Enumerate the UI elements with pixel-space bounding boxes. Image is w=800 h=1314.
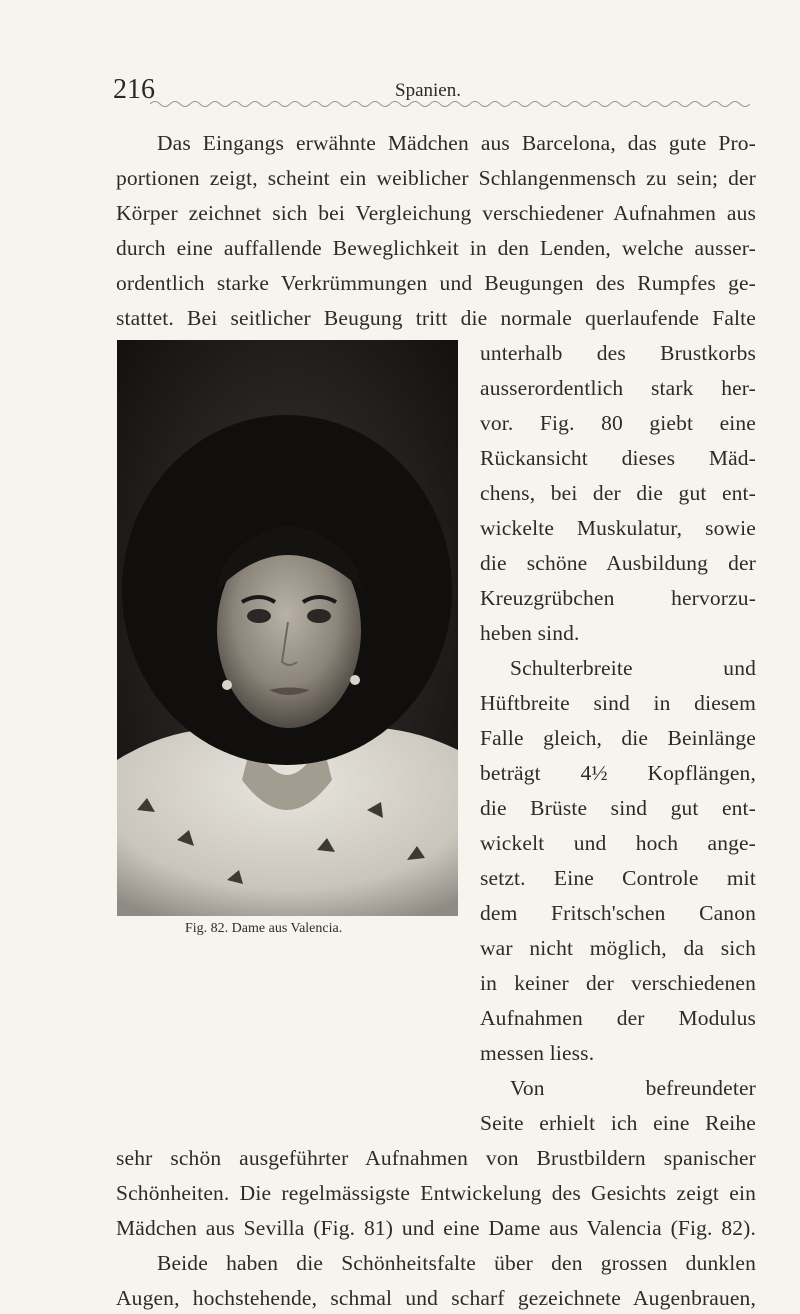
text-line: stattet. Bei seitlicher Beugung tritt die normale querlaufende Falte bbox=[116, 306, 756, 330]
text-line: Hüftbreite sind in diesem bbox=[480, 691, 756, 715]
text-line: vor. Fig. 80 giebt eine bbox=[480, 411, 756, 435]
text-line: Kreuzgrübchen hervorzu- bbox=[480, 586, 756, 610]
text-line: Seite erhielt ich eine Reihe bbox=[480, 1111, 756, 1135]
text-line: messen liess. bbox=[480, 1041, 595, 1065]
text-line: beträgt 4½ Kopflängen, bbox=[480, 761, 756, 785]
portrait-image bbox=[117, 340, 458, 916]
text-line: Körper zeichnet sich bei Vergleichung verschiedener Aufnahmen aus bbox=[116, 201, 756, 225]
page-header bbox=[0, 74, 800, 114]
text-line: wickelte Muskulatur, sowie bbox=[480, 516, 756, 540]
text-line: war nicht möglich, da sich bbox=[480, 936, 756, 960]
figure-caption: Fig. 82. Dame aus Valencia. bbox=[185, 921, 343, 936]
text-line: Das Eingangs erwähnte Mädchen aus Barcelona, das gute Pro- bbox=[157, 131, 756, 155]
text-line: durch eine auffallende Beweglichkeit in den Lenden, welche ausser- bbox=[116, 236, 756, 260]
portrait-photograph bbox=[117, 340, 458, 916]
text-line: die Brüste sind gut ent- bbox=[480, 796, 756, 820]
text-line: Schulterbreite und bbox=[510, 656, 756, 680]
text-line: die schöne Ausbildung der bbox=[480, 551, 756, 575]
text-line: Beide haben die Schönheitsfalte über den grossen dunklen bbox=[157, 1251, 756, 1275]
text-line: Schönheiten. Die regelmässigste Entwickelung des Gesichts zeigt ein bbox=[116, 1181, 756, 1205]
text-line: in keiner der verschiedenen bbox=[480, 971, 756, 995]
text-line: wickelt und hoch ange- bbox=[480, 831, 756, 855]
text-line: unterhalb des Brustkorbs bbox=[480, 341, 756, 365]
text-line: Rückansicht dieses Mäd- bbox=[480, 446, 756, 470]
text-line: ordentlich starke Verkrümmungen und Beugungen des Rumpfes ge- bbox=[116, 271, 756, 295]
text-line: sehr schön ausgeführter Aufnahmen von Brustbildern spanischer bbox=[116, 1146, 756, 1170]
text-line: chens, bei der die gut ent- bbox=[480, 481, 756, 505]
text-line: Falle gleich, die Beinlänge bbox=[480, 726, 756, 750]
text-line: Von befreundeter bbox=[510, 1076, 756, 1100]
text-line: setzt. Eine Controle mit bbox=[480, 866, 756, 890]
text-line: ausserordentlich stark her- bbox=[480, 376, 756, 400]
text-line: portionen zeigt, scheint ein weiblicher Schlangenmensch zu sein; der bbox=[116, 166, 756, 190]
text-line: dem Fritsch'schen Canon bbox=[480, 901, 756, 925]
text-line: heben sind. bbox=[480, 621, 580, 645]
text-line: Mädchen aus Sevilla (Fig. 81) und eine Dame aus Valencia (Fig. 82). bbox=[116, 1216, 756, 1240]
page-number: 216 bbox=[113, 74, 155, 105]
text-line: Aufnahmen der Modulus bbox=[480, 1006, 756, 1030]
text-line: Augen, hochstehende, schmal und scharf gezeichnete Augenbrauen, bbox=[116, 1286, 756, 1310]
running-head: Spanien. bbox=[395, 80, 461, 101]
